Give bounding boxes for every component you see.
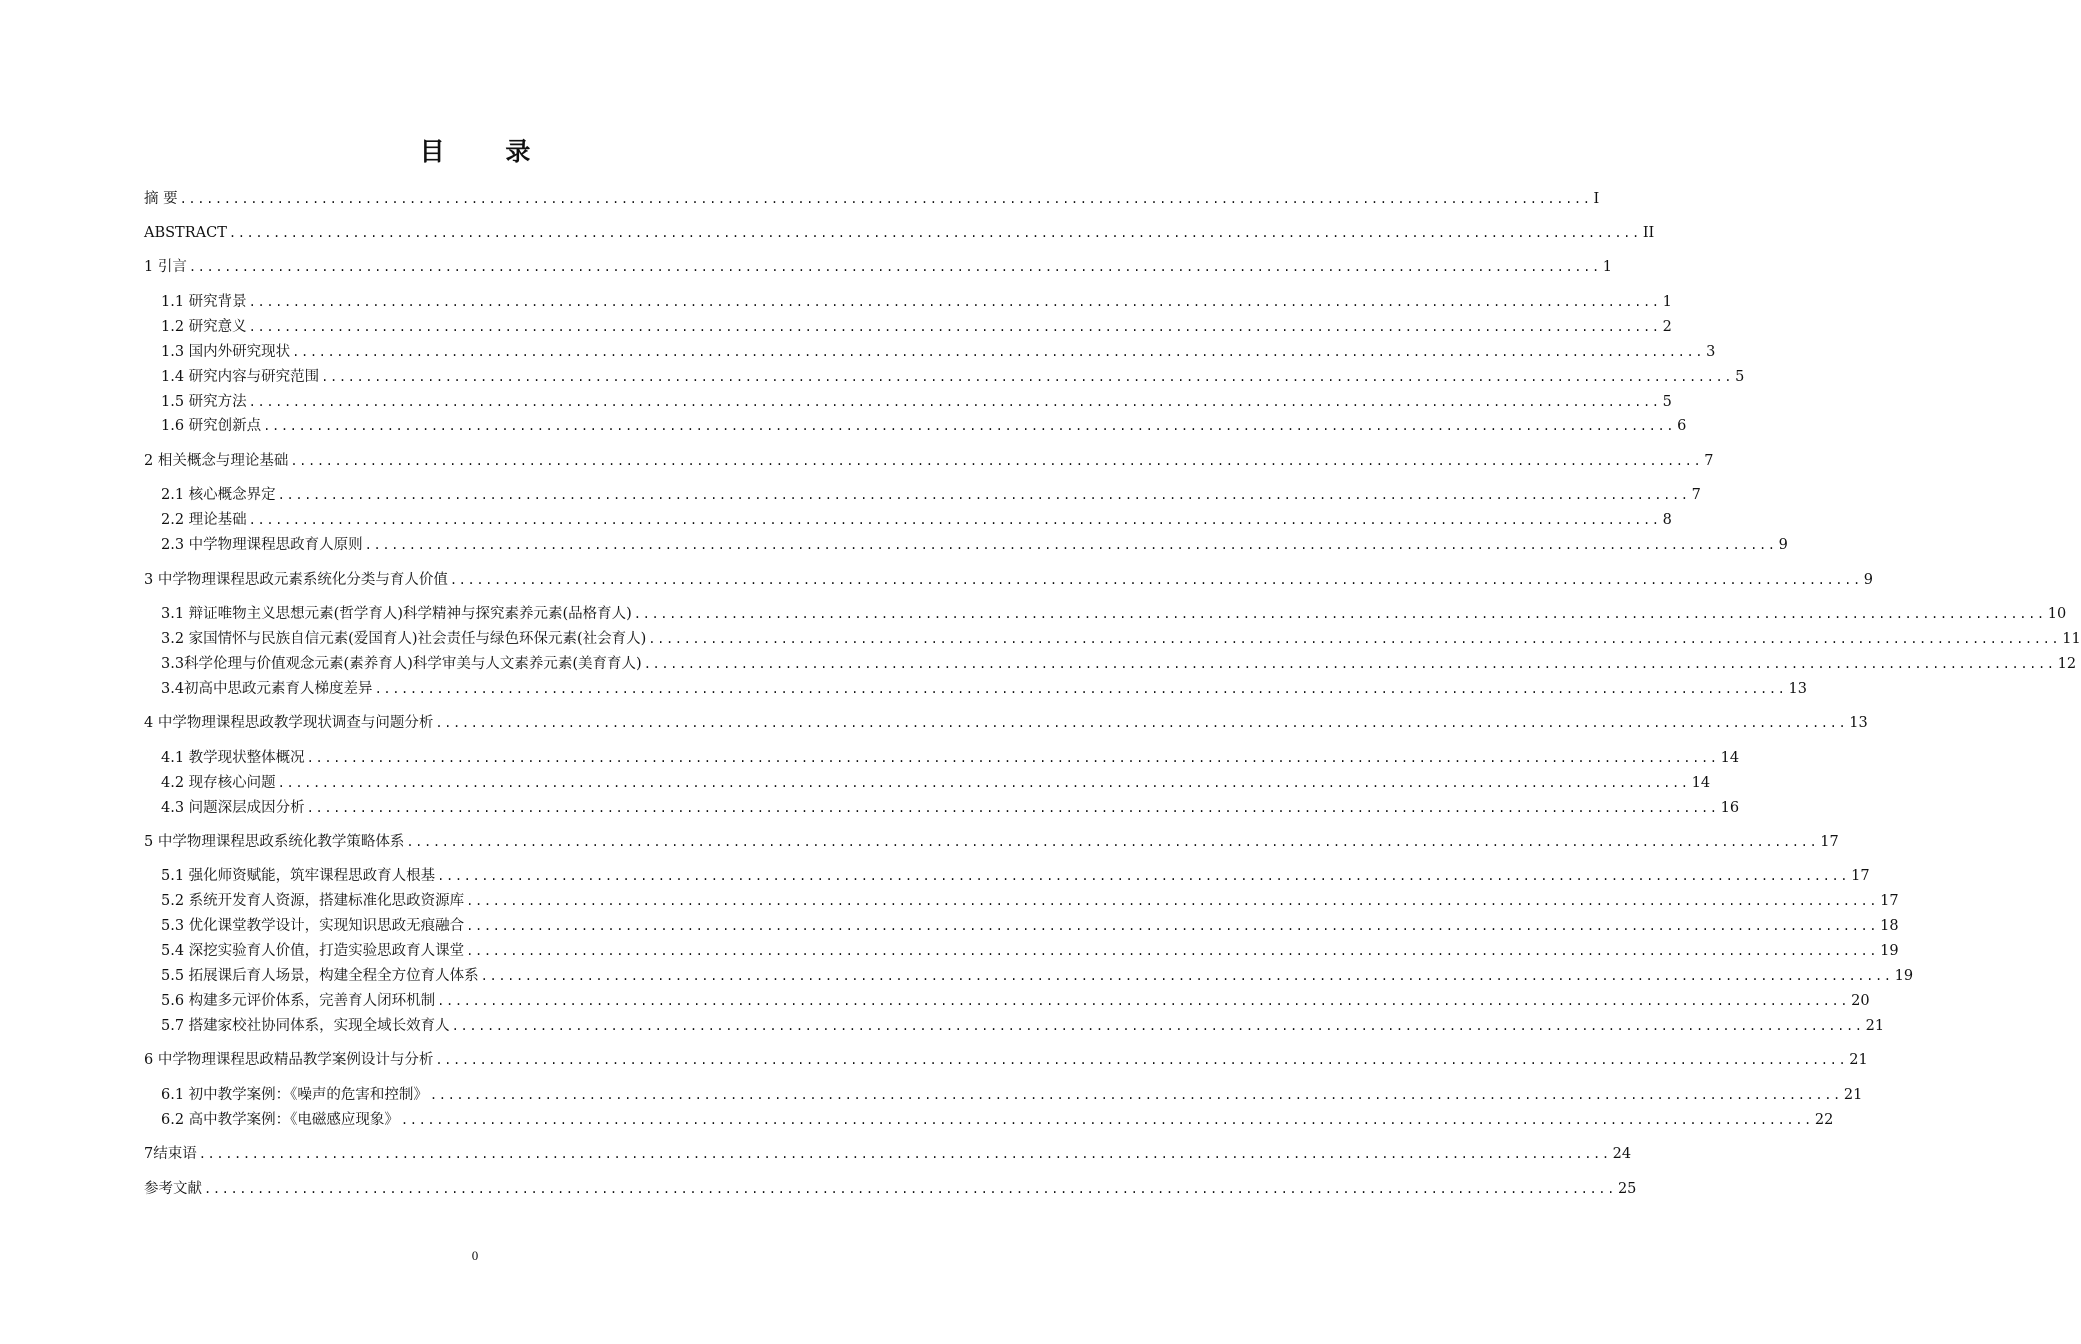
- toc-entry-label: 3.2 家国情怀与民族自信元素(爱国育人)社会责任与绿色环保元素(社会育人): [161, 631, 647, 647]
- toc-entry-chapter-3[interactable]: [144, 570, 1874, 590]
- toc-entry-label: 5.1 强化师资赋能，筑牢课程思政育人根基: [161, 868, 436, 884]
- leader-dots: ................................................................................................................................................................: [374, 682, 1787, 696]
- toc-entry-label: 5.7 搭建家校社协同体系，实现全域长效育人: [161, 1018, 450, 1034]
- page-title: 目 录: [419, 137, 557, 166]
- toc-entry-label: 2.1 核心概念界定: [161, 487, 276, 503]
- toc-entry-section-3-2[interactable]: [161, 629, 2081, 649]
- toc-entry-section-6-2[interactable]: [161, 1110, 1834, 1130]
- leader-dots: ................................................................................................................................................................: [277, 488, 1690, 502]
- leader-dots: ................................................................................................................................................................: [228, 226, 1641, 240]
- toc-entry-section-5-4[interactable]: [161, 941, 1899, 961]
- toc-entry-page: 14: [1691, 775, 1711, 791]
- toc-entry-label: 5.3 优化课堂教学设计，实现知识思政无痕融合: [161, 918, 465, 934]
- leader-dots: ................................................................................................................................................................: [290, 454, 1703, 468]
- toc-entry-section-5-1[interactable]: [161, 866, 1870, 886]
- leader-dots: ................................................................................................................................................................: [643, 657, 2056, 671]
- toc-entry-label: 1.1 研究背景: [161, 294, 247, 310]
- leader-dots: ................................................................................................................................................................: [248, 395, 1661, 409]
- toc-entry-label: 1.6 研究创新点: [161, 418, 262, 434]
- toc-entry-label: 5.6 构建多元评价体系，完善育人闭环机制: [161, 993, 436, 1009]
- toc-entry-section-1-4[interactable]: [161, 367, 1745, 387]
- leader-dots: ................................................................................................................................................................: [248, 320, 1661, 334]
- toc-entry-page: 6: [1677, 418, 1687, 434]
- leader-dots: ................................................................................................................................................................: [633, 607, 2046, 621]
- leader-dots: ................................................................................................................................................................: [435, 716, 1848, 730]
- toc-entry-label: 6.2 高中教学案例：《电磁感应现象》: [161, 1112, 399, 1128]
- toc-entry-label: 1.4 研究内容与研究范围: [161, 369, 320, 385]
- toc-entry-page: 7: [1704, 453, 1714, 469]
- toc-entry-section-5-7[interactable]: [161, 1016, 1885, 1036]
- toc-entry-section-4-2[interactable]: [161, 773, 1711, 793]
- toc-entry-references[interactable]: [144, 1179, 1637, 1199]
- leader-dots: ................................................................................................................................................................: [277, 776, 1690, 790]
- toc-entry-page: II: [1642, 225, 1655, 241]
- toc-entry-section-3-4[interactable]: [161, 679, 1807, 699]
- toc-entry-page: 13: [1849, 715, 1868, 731]
- leader-dots: ................................................................................................................................................................: [292, 345, 1705, 359]
- toc-entry-label: 4 中学物理课程思政教学现状调查与问题分析: [144, 715, 434, 731]
- toc-entry-label: 1.2 研究意义: [161, 319, 247, 335]
- toc-entry-label: 5.4 深挖实验育人价值，打造实验思政育人课堂: [161, 943, 465, 959]
- toc-entry-page: 22: [1814, 1112, 1834, 1128]
- toc-entry-label: ABSTRACT: [144, 225, 227, 241]
- toc-entry-page: 17: [1820, 834, 1839, 850]
- toc-entry-chapter-7[interactable]: [144, 1144, 1632, 1164]
- leader-dots: ................................................................................................................................................................: [406, 835, 1819, 849]
- toc-entry-section-5-3[interactable]: [161, 916, 1899, 936]
- toc-entry-page: 17: [1851, 868, 1870, 884]
- toc-entry-page: 2: [1662, 319, 1672, 335]
- toc-entry-section-5-5[interactable]: [161, 966, 1914, 986]
- toc-entry-section-6-1[interactable]: [161, 1085, 1863, 1105]
- leader-dots: ................................................................................................................................................................: [321, 370, 1734, 384]
- toc-entry-label: 4.2 现存核心问题: [161, 775, 276, 791]
- toc-entry-section-1-6[interactable]: [161, 416, 1687, 436]
- toc-entry-label: 4.1 教学现状整体概况: [161, 750, 305, 766]
- toc-entry-page: 21: [1865, 1018, 1885, 1034]
- toc-entry-page: 19: [1880, 943, 1899, 959]
- toc-entry-page: 12: [2057, 656, 2077, 672]
- toc-entry-page: 25: [1617, 1181, 1637, 1197]
- toc-entry-page: 17: [1880, 893, 1899, 909]
- toc-entry-page: 8: [1662, 512, 1672, 528]
- toc-entry-section-5-2[interactable]: [161, 891, 1899, 911]
- toc-entry-label: 5 中学物理课程思政系统化教学策略体系: [144, 834, 405, 850]
- leader-dots: ................................................................................................................................................................: [429, 1088, 1842, 1102]
- toc-entry-page: 5: [1735, 369, 1745, 385]
- leader-dots: ................................................................................................................................................................: [435, 1053, 1848, 1067]
- leader-dots: ................................................................................................................................................................: [480, 969, 1893, 983]
- toc-entry-section-1-2[interactable]: [161, 317, 1672, 337]
- leader-dots: ................................................................................................................................................................: [263, 419, 1676, 433]
- toc-entry-page: 24: [1612, 1146, 1632, 1162]
- leader-dots: ................................................................................................................................................................: [248, 295, 1661, 309]
- toc-entry-page: 10: [2047, 606, 2067, 622]
- toc-entry-label: 1.3 国内外研究现状: [161, 344, 291, 360]
- toc-entry-label: 1 引言: [144, 259, 187, 275]
- leader-dots: ................................................................................................................................................................: [364, 538, 1777, 552]
- leader-dots: ................................................................................................................................................................: [306, 751, 1719, 765]
- toc-entry-page: I: [1593, 191, 1600, 207]
- toc-entry-section-3-1[interactable]: [161, 604, 2067, 624]
- toc-entry-page: 1: [1662, 294, 1672, 310]
- toc-entry-page: 13: [1788, 681, 1807, 697]
- toc-entry-section-3-3[interactable]: [161, 654, 2077, 674]
- toc-entry-label: 3 中学物理课程思政元素系统化分类与育人价值: [144, 572, 448, 588]
- toc-entry-label: 2.3 中学物理课程思政育人原则: [161, 537, 363, 553]
- toc-entry-label: 5.2 系统开发育人资源，搭建标准化思政资源库: [161, 893, 465, 909]
- leader-dots: ................................................................................................................................................................: [204, 1182, 1616, 1196]
- leader-dots: ................................................................................................................................................................: [437, 994, 1850, 1008]
- page-number: 0: [471, 1248, 479, 1263]
- toc-entry-section-5-6[interactable]: [161, 991, 1870, 1011]
- toc-entry-chapter-2[interactable]: [144, 451, 1714, 471]
- toc-entry-label: 3.3科学伦理与价值观念元素(素养育人)科学审美与人文素养元素(美育育人): [161, 656, 642, 672]
- leader-dots: ................................................................................................................................................................: [179, 192, 1592, 206]
- toc-entry-page: 9: [1778, 537, 1788, 553]
- toc-entry-section-1-3[interactable]: [161, 342, 1716, 362]
- toc-entry-page: 20: [1851, 993, 1870, 1009]
- leader-dots: ................................................................................................................................................................: [198, 1147, 1611, 1161]
- leader-dots: ................................................................................................................................................................: [449, 573, 1862, 587]
- toc-entry-page: 18: [1880, 918, 1899, 934]
- leader-dots: ................................................................................................................................................................: [306, 801, 1719, 815]
- toc-entry-section-1-1[interactable]: [161, 292, 1672, 312]
- toc-entry-section-1-5[interactable]: [161, 392, 1672, 412]
- toc-entry-label: 4.3 问题深层成因分析: [161, 800, 305, 816]
- toc-entry-chapter-6[interactable]: [144, 1050, 1868, 1070]
- toc-entry-page: 11: [2062, 631, 2081, 647]
- toc-entry-section-2-3[interactable]: [161, 535, 1788, 555]
- toc-entry-chapter-5[interactable]: [144, 832, 1839, 852]
- toc-entry-page: 16: [1720, 800, 1740, 816]
- toc-entry-label: 2.2 理论基础: [161, 512, 247, 528]
- toc-entry-page: 9: [1863, 572, 1874, 588]
- toc-entry-abstract-en[interactable]: [144, 223, 1655, 243]
- toc-entry-page: 21: [1849, 1052, 1868, 1068]
- leader-dots: ................................................................................................................................................................: [437, 869, 1850, 883]
- toc-entry-label: 6 中学物理课程思政精品教学案例设计与分析: [144, 1052, 434, 1068]
- toc-entry-label: 5.5 拓展课后育人场景，构建全程全方位育人体系: [161, 968, 479, 984]
- toc-entry-label: 1.5 研究方法: [161, 394, 247, 410]
- toc-entry-section-4-1[interactable]: [161, 748, 1740, 768]
- toc-entry-page: 21: [1843, 1087, 1863, 1103]
- toc-entry-page: 5: [1662, 394, 1672, 410]
- toc-entry-label: 参考文献: [144, 1181, 202, 1197]
- leader-dots: ................................................................................................................................................................: [451, 1019, 1864, 1033]
- leader-dots: ................................................................................................................................................................: [648, 632, 2061, 646]
- toc-entry-page: 1: [1602, 259, 1613, 275]
- toc-entry-label: 7结束语: [144, 1146, 197, 1162]
- toc-entry-label: 摘 要: [144, 191, 178, 207]
- toc-entry-page: 14: [1720, 750, 1740, 766]
- toc-entry-label: 2 相关概念与理论基础: [144, 453, 289, 469]
- toc-entry-section-4-3[interactable]: [161, 798, 1740, 818]
- leader-dots: ................................................................................................................................................................: [466, 894, 1879, 908]
- toc-entry-page: 3: [1706, 344, 1716, 360]
- leader-dots: ................................................................................................................................................................: [466, 944, 1879, 958]
- toc-entry-abstract-zh[interactable]: [144, 189, 1600, 209]
- leader-dots: ................................................................................................................................................................: [188, 260, 1601, 274]
- toc-entry-label: 3.4初高中思政元素育人梯度差异: [161, 681, 373, 697]
- toc-entry-page: 19: [1894, 968, 1914, 984]
- toc-entry-section-2-2[interactable]: [161, 510, 1672, 530]
- leader-dots: ................................................................................................................................................................: [466, 919, 1879, 933]
- toc-entry-label: 6.1 初中教学案例：《噪声的危害和控制》: [161, 1087, 428, 1103]
- toc-entry-page: 7: [1691, 487, 1701, 503]
- leader-dots: ................................................................................................................................................................: [400, 1113, 1813, 1127]
- toc-entry-section-2-1[interactable]: [161, 485, 1701, 505]
- toc-entry-label: 3.1 辩证唯物主义思想元素(哲学育人)科学精神与探究素养元素(品格育人): [161, 606, 632, 622]
- toc-entry-chapter-4[interactable]: [144, 713, 1868, 733]
- leader-dots: ................................................................................................................................................................: [248, 513, 1661, 527]
- toc-entry-chapter-1[interactable]: [144, 257, 1613, 277]
